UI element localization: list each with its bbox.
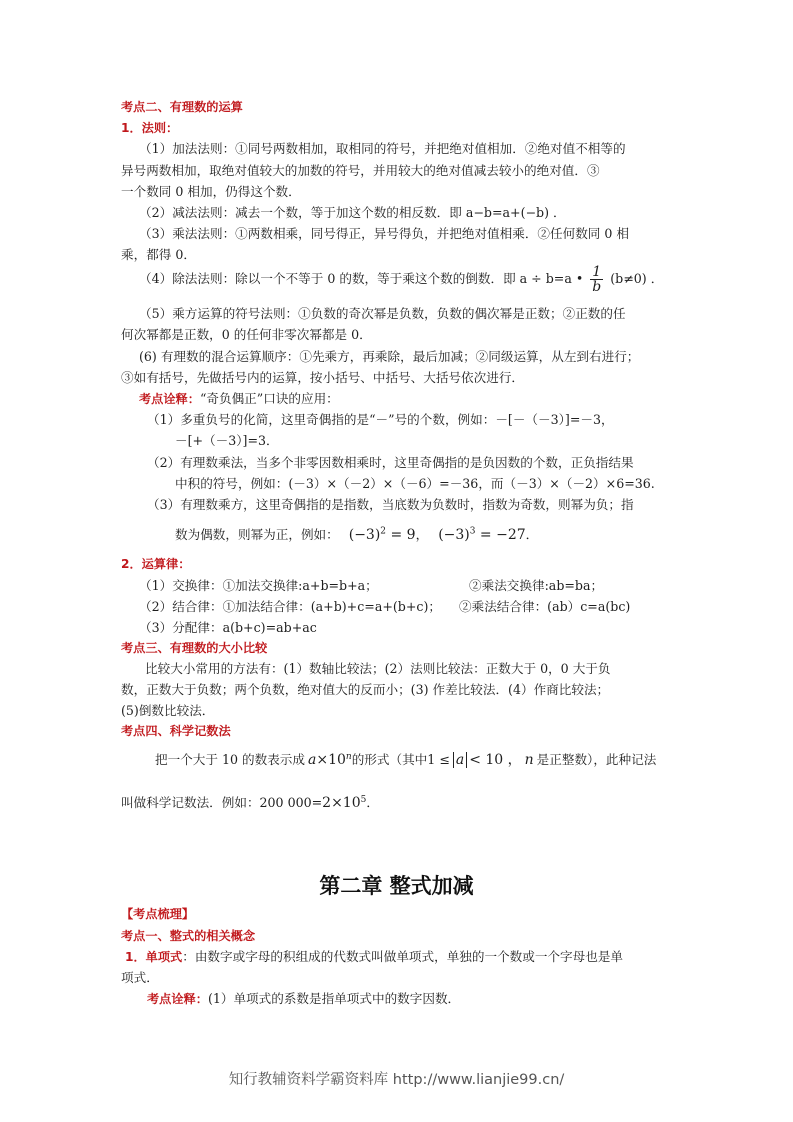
- note-text: “奇负偶正”口诀的应用：: [199, 391, 339, 406]
- associative-multiplication: ②乘法结合律：(ab）c=a(bc): [459, 599, 631, 614]
- exponent: 5: [360, 794, 367, 805]
- power-sign-rule-line1: （5）乘方运算的符号法则：①负数的奇次幂是负数，负数的偶次幂是正数；②正数的任: [139, 306, 626, 321]
- power-example-2: [438, 527, 525, 543]
- fraction-denominator: b: [592, 279, 602, 295]
- abs-a: a: [453, 752, 467, 768]
- sci-notation-line1: [155, 752, 656, 768]
- note-label: 考点诠释：: [139, 392, 200, 406]
- chapter-heading1: 考点一、整式的相关概念: [121, 929, 256, 943]
- text: 把一个大于 10 的数表示成: [155, 752, 305, 767]
- text: 的形式（其中1 ≤: [351, 752, 450, 767]
- section4-heading: 考点四、科学记数法: [121, 724, 231, 738]
- footer-watermark: 知行教辅资料学霸资料库 http://www.lianjie99.cn/: [228, 1072, 565, 1088]
- result: = 9: [386, 527, 416, 543]
- multiplication-rule-line2: 乘，都得 0．: [121, 247, 196, 262]
- section2-heading: 考点二、有理数的运算: [121, 100, 243, 114]
- result: = −27: [475, 527, 526, 543]
- commutative-addition: （1）交换律：①加法交换律:a+b=b+a；: [139, 578, 378, 593]
- addition-rule-line2: 异号两数相加，取绝对值较大的加数的符号，并用较大的绝对值减去较小的绝对值．③: [121, 163, 600, 178]
- note1-line2: －[+（－3）]=3．: [175, 433, 279, 448]
- exponent-n: n: [345, 751, 352, 762]
- division-rule-condition: (b≠0) ．: [610, 271, 664, 286]
- separator: ，: [415, 527, 429, 542]
- example-value: 2×10: [322, 795, 361, 811]
- exponent: 3: [469, 526, 476, 537]
- base: (−3): [438, 527, 470, 543]
- less-than-ten: < 10 ，: [469, 752, 522, 768]
- section3-heading: 考点三、有理数的大小比较: [121, 641, 268, 655]
- note3-line1: （3）有理数乘方，这里奇偶指的是指数，当底数为负数时，指数为奇数，则幂为负；指: [147, 497, 634, 512]
- mixed-order-line1: (6) 有理数的混合运算顺序：①先乘方，再乘除，最后加减；②同级运算，从左到右进行；: [139, 349, 640, 364]
- addition-rule-line3: 一个数同 0 相加，仍得这个数．: [121, 184, 301, 199]
- monomial-line1: [125, 949, 623, 965]
- text: 叫做科学记数法．例如：200 000=: [121, 795, 323, 810]
- period: ．: [525, 527, 539, 542]
- note2-line1: （2）有理数乘法，当多个非零因数相乘时，这里奇偶指的是负因数的个数，正负指结果: [147, 455, 634, 470]
- exponent: 2: [380, 526, 387, 537]
- fraction-numerator: 1: [592, 264, 602, 280]
- laws-subheading: 2．运算律：: [121, 557, 191, 571]
- note3-line2: [175, 527, 538, 543]
- times-ten: ×10: [316, 752, 346, 768]
- var-n: n: [524, 752, 534, 768]
- distributive-law: （3）分配律：a(b+c)=ab+ac: [139, 620, 317, 635]
- multiplication-rule-line1: （3）乘法法则：①两数相乘，同号得正，异号得负，并把绝对值相乘．②任何数同 0 相: [139, 226, 630, 241]
- period: ．: [366, 795, 379, 810]
- mixed-order-line2: ③如有括号，先做括号内的运算，按小括号、中括号、大括号依次进行．: [121, 370, 524, 385]
- division-rule: [139, 264, 663, 294]
- commutative-multiplication: ②乘法交换律:ab=ba；: [469, 578, 604, 593]
- sci-notation-line2: [121, 795, 379, 811]
- text: 是正整数），此种记法: [536, 752, 657, 767]
- monomial-text: ：由数字或字母的积组成的代数式叫做单项式，单独的一个数或一个字母也是单: [182, 949, 624, 964]
- chapter-note-label: 考点诠释：: [147, 992, 208, 1006]
- chapter-note-line: [147, 991, 460, 1007]
- rules-subheading: 1．法则：: [121, 121, 179, 135]
- division-rule-text: （4）除法法则：除以一个不等于 0 的数，等于乘这个数的倒数．即 a ÷ b=a •: [139, 271, 584, 286]
- associative-addition: （2）结合律：①加法结合律：(a+b)+c=a+(b+c)；: [139, 599, 441, 614]
- var-a: a: [307, 752, 317, 768]
- power-sign-rule-line2: 何次幂都是正数，0 的任何非零次幂都是 0．: [121, 327, 372, 342]
- chapter-title: 第二章 整式加减: [319, 874, 474, 898]
- base: (−3): [348, 527, 381, 543]
- monomial-line2: 项式．: [121, 970, 159, 985]
- chapter-tag: 【考点梳理】: [121, 907, 195, 921]
- power-example-1: [349, 527, 416, 543]
- note3-text: 数为偶数，则幂为正，例如：: [175, 527, 339, 542]
- monomial-label: 1．单项式: [125, 950, 183, 964]
- chapter-note-text: (1）单项式的系数是指单项式中的数字因数．: [207, 991, 461, 1006]
- section3-line1: 比较大小常用的方法有：(1）数轴比较法；(2）法则比较法：正数大于 0，0 大于负: [145, 661, 611, 676]
- section3-line2: 数，正数大于负数；两个负数，绝对值大的反而小；(3) 作差比较法．(4）作商比较法；: [121, 682, 610, 697]
- reciprocal-fraction: [590, 265, 603, 294]
- addition-rule-line1: （1）加法法则：①同号两数相加，取相同的符号，并把绝对值相加．②绝对值不相等的: [139, 141, 626, 156]
- note-line: [139, 391, 339, 407]
- note1-line1: （1）多重负号的化简，这里奇偶指的是“－”号的个数，例如：－[－（－3）]=－3，: [147, 412, 614, 427]
- section3-line3: (5)倒数比较法．: [121, 703, 215, 718]
- subtraction-rule: （2）减法法则：减去一个数，等于加这个数的相反数．即 a−b=a+(−b) ．: [139, 205, 566, 220]
- note2-line2: 中积的符号，例如：(－3）×（－2）×（－6）=－36，而（－3）×（－2）×6=36.: [175, 476, 655, 491]
